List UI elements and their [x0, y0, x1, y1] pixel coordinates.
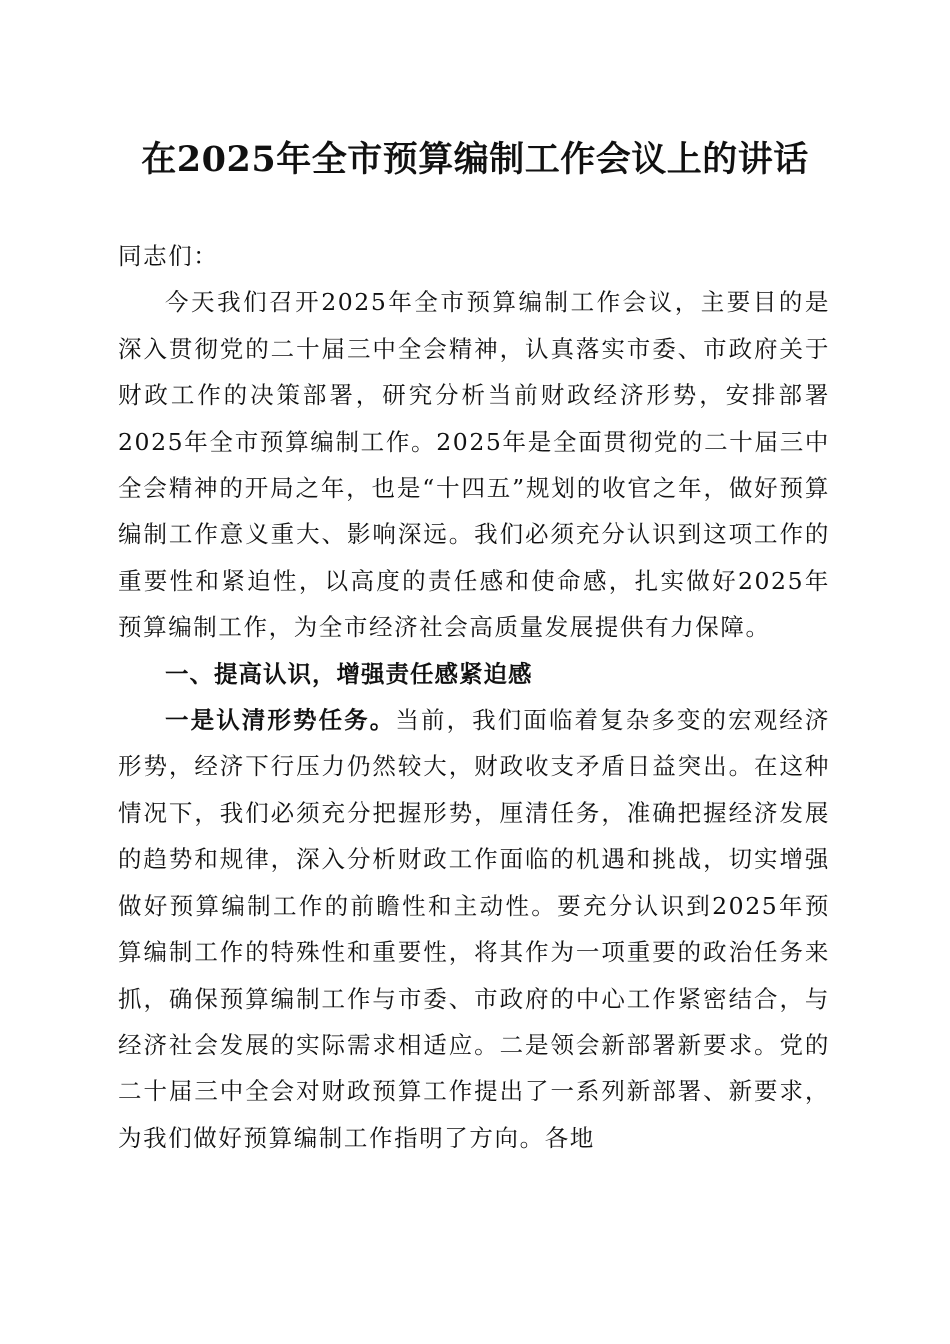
intro-paragraph: 今天我们召开2025年全市预算编制工作会议，主要目的是深入贯彻党的二十届三中全会精神，认真落实市委、市政府关于财政工作的决策部署，研究分析当前财政经济形势，安排部署2025年全市预算编制工作。2025年是全面贯彻党的二十届三中全会精神的开局之年，也是“十四五”规划的收官之年，做好预算编制工作意义重大、影响深远。我们必须充分认识到这项工作的重要性和紧迫性，以高度的责任感和使命感，扎实做好2025年预算编制工作，为全市经济社会高质量发展提供有力保障。: [118, 288, 830, 642]
salutation: 同志们：: [118, 242, 219, 270]
section-1-paragraph: [118, 697, 830, 1161]
document-title: 在2025年全市预算编制工作会议上的讲话: [141, 139, 809, 180]
section-1-body: 当前，我们面临着复杂多变的宏观经济形势，经济下行压力仍然较大，财政收支矛盾日益突出。在这种情况下，我们必须充分把握形势，厘清任务，准确把握经济发展的趋势和规律，深入分析财政工作面临的机遇和挑战，切实增强做好预算编制工作的前瞻性和主动性。要充分认识到2025年预算编制工作的特殊性和重要性，将其作为一项重要的政治任务来抓，确保预算编制工作与市委、市政府的中心工作紧密结合，与经济社会发展的实际需求相适应。二是领会新部署新要求。党的二十届三中全会对财政预算工作提出了一系列新部署、新要求，为我们做好预算编制工作指明了方向。各地: [118, 706, 831, 1152]
section-1-lead: 一是认清形势任务。: [165, 706, 396, 735]
document-body: [118, 233, 830, 1161]
section-heading-1: 一、提高认识，增强责任感紧迫感: [165, 659, 533, 688]
